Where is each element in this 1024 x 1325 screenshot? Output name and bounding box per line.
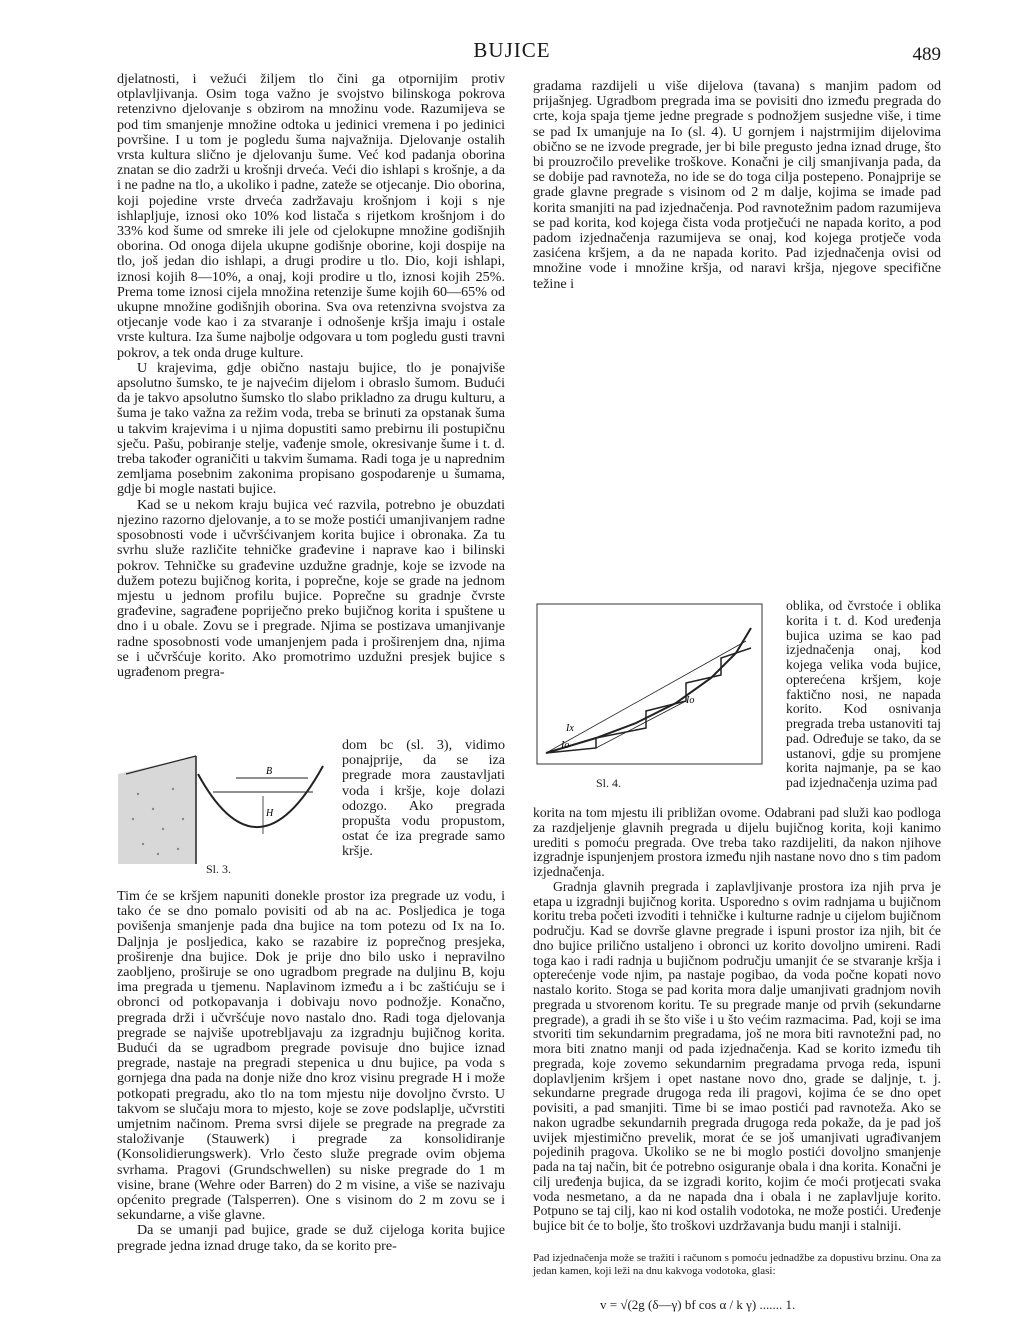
paragraph: Gradnja glavnih pregrada i zaplavljivanje prostora iza njih prva je etapa u izgradnji bujičnog korita. Usporedno s ovim radnjama u bujičnom koritu treba početi izvoditi i tehničke i kulturne radnje u cijelom bujičnom području. Kad se dovrše glavne pregrade i ispuni prostor iza njih, bit će dno bujice prilično ustaljeno i obronci uz korito dovoljno umireni. Radi toga kao i radi radnja u bujičnom području umanjit će se stvaranje kršja i opterećenje vode njim, pa nastaje pogibao, da voda počne kopati novo nastalo korito. Stoga se pad korita mora dalje umanjivati gradnjom novih pregrada u stvorenom koritu. Te su pregrade manje od prvih (sekundarne pregrade), a gradi ih se što više i u što većim razmacima. Pad, koji se ima stvoriti tim sekundarnim pregradama, još ne mora biti ravnotežni pad, no mora biti znatno manji od pada izjednačenja. Kad se korito između tih pregrada, koje zovemo sekundarnim pregradama prvoga reda, ispuni doplavljenim kršjem i opet nastane novo dno, grade se daljnje, t. j. sekundarne pregrade drugoga reda ili pragovi, kojima će se dno opet povisiti, a pad smanjiti. Time bi se imao postići pad ravnoteža. Ako se nakon ugradbe sekundarnih pregrada drugoga reda pokaže, da je pad još uvijek mjestimično prevelik, morat će se još umanjivati ugrađivanjem pojedinih pragova. Ukoliko se ne bi moglo postići dovoljno smanjenje pada na taj način, bit će potrebno osiguranje obala i dna korita. Konačni je cilj uređenja bujica, da se izgradi korito, kojim će moći protjecati svaka voda nesmetano, a da ne napada dna i obala i ne zaplavljuje korito. Potpuno se taj cilj, kao ni kod ostalih vodotoka, ne može postići. Uređenje bujice bit će to bolje, što troškovi uzdržavanja budu manji i stalniji.	[533, 878, 941, 1233]
label-B: B	[266, 766, 273, 777]
paragraph: djelatnosti, i vežući žiljem tlo čini ga otpornijim protiv otplavljivanja. Osim toga važno je svojstvo bilinskoga pokrova retenzivno djelovanje s obzirom na množinu vode. Razumijeva se pod tim smanjenje množine odtoka u jedinici vremena i po jedinici površine. I u tom je pogledu šuma najvažnija. Djelovanje ostalih vrsta kultura slično je djelovanju šume. Već kod padanja oborina znatan se dio zadrži u krošnji drveća. Veći dio ishlapi s krošnje, a da i ne padne na tlo, a ukoliko i padne, zateže se otjecanje. Dio oborina, koji pojedine vrste drveća zadržavaju krošnjom i koji s nje ishlapljuje, iznosi oko 10% kod listača s rijetkom krošnjom i do 33% kod šume od smreke ili jele od cjelokupne množine godišnjih oborina. Od onoga dijela ukupne godišnje oborine, koji dospije na tlo, još jedan dio ishlapi, a drugi prodire u tlo. Dio, koji ishlapi, iznosi kojih 8—10%, a onaj, koji prodire u tlo, iznosi kojih 25%. Prema tome iznosi cijela množina retenzije šume kojih 60—65% od ukupne množine godišnjih oborina. Sva ova retenzivna svojstva za otjecanje vode kao i za stvaranje i odnošenje kršja imaju i ostale vrste kultura. Iza šume najbolje odgovara u tom pogledu gusti travni pokrov, a tek onda druge kulture.	[117, 71, 505, 361]
paragraph-beside-figure: dom bc (sl. 3), vidimo ponajprije, da se iza pregrade mora zaustavljati voda i kršje, koje dolazi odozgo. Ako pregrada propušta vodu propustom, ostat će iza pregrade samo kršje.	[342, 737, 505, 860]
right-column	[533, 79, 941, 292]
paragraph-beside-figure: oblika, od čvrstoće i oblika korita i t. d. Kod uređenja bujica uzima se kao pad izjednačenja onaj, kod kojega velika voda bujice, opterećena kršjem, koje faktično nosi, ne napada korito. Kod osnivanja pregrada treba ustanoviti taj pad. Određuje se tako, da se ustanovi, gdje su promjene korita najmanje, pa se kao pad izjednačenja uzima pad	[786, 598, 941, 790]
figure-3	[118, 734, 332, 894]
footnote-intro: Pad izjednačenja može se tražiti i računom s pomoću jednadžbe za dopustivu brzinu. Ona za jedan kamen, koji leži na dnu kakvoga vodotoka, glasi:	[533, 1252, 941, 1277]
figure-caption: Sl. 4.	[596, 776, 622, 790]
label-io-2: Io	[686, 695, 695, 706]
paragraph: Tim će se kršjem napuniti donekle prostor iza pregrade uz vodu, i tako će se dno pomalo povisiti od ab na ac. Posljedica je toga povišenja smanjenje pada dna bujice na tom potezu od Ix na Io. Daljnja je posljedica, kako se razabire iz poprečnog presjeka, proširenje dna bujice. Dok je prije dno bilo usko i nepravilno zaobljeno, proširuje se ono ugradbom pregrade na duljinu B, koju ima pregrada u tjemenu. Naplavinom između a i bc zaštićuju se i obronci od potkopavanja i dobivaju novo podnožje. Konačno, pregrada drži i učvršćuje novo nastalo dno. Radi toga djelovanja pregrade se najviše upotrebljavaju za izgradnju bujičnog korita. Budući da se ugradbom pregrade povisuje dno bujice iznad pregrade, nastaje na pregradi stepenica u dnu bujice, pa voda s gornjega dna pada na donje niže dno kroz visinu pregrade H i može potkopati pregradu, ako tlo na tom mjestu nije dovoljno čvrsto. U takvom se slučaju mora to mjesto, koje se zove podslaplje, učvrstiti umjetnim načinom. Prema svrsi dijele se pregrade na pregrade za staloživanje (Stauwerk) i pregrade za konsolidiranje (Konsolidierungswerk). Vrlo često služe pregrade ovim objema svrhama. Pragovi (Grundschwellen) su niske pregrade do 1 m visine, brane (Wehre oder Barren) do 2 m visine, a više se nazivaju općenito pregrade (Talsperren). One s visinom do 2 m zovu se i sekundarne, a više glavne.	[117, 888, 505, 1224]
figure-caption: Sl. 3.	[206, 862, 232, 876]
formula: v = √(2g (δ—γ) bf cos α / k γ) ....... 1.	[600, 1297, 796, 1312]
paragraph: gradama razdijeli u više dijelova (tavana) s manjim padom od prijašnjeg. Ugradbom pregrada ima se povisiti dno između pregrada do crte, koja spaja tjeme jedne pregrade s podnožjem susjedne više, i time se pad Ix umanjuje na Io (sl. 4). U gornjem i najstrmijim dijelovima obično se ne izvode pregrade, jer bi bile pregusto jedna iznad druge, što bi prouzročilo prevelike troškove. Konačni je cilj smanjivanja pada, da se dobije pad ravnoteža, no ide se do toga cilja postepeno. Ponajprije se grade glavne pregrade s visinom od 2 m dalje, kojima se imade pad korita smanjiti na pad izjednačenja. Pod ravnotežnim padom razumijeva se pad korita, kod kojega čista voda protječući ne napada korito, a pod padom izjednačenja razumijeva se onaj, kod kojega protječe voda zasićena kršjem, a da ne napada korito. Pad izjednačenja ovisi od množine vode i množine kršja, od naravi kršja, njegove specifične težine i	[533, 78, 941, 292]
page-number: 489	[912, 44, 941, 65]
paragraph: U krajevima, gdje obično nastaju bujice, tlo je ponajviše apsolutno šumsko, te je najvećim dijelom i obraslo šumom. Budući da je takvo apsolutno šumsko tlo slabo prikladno za drugu kulturu, a šuma je tako važna za režim voda, treba se brinuti za opstanak šuma u takvim krajevima i u njima dopustiti samo prebirnu ili postupičnu sječu. Pašu, pobiranje stelje, vađenje smole, okresivanje šume i t. d. treba također ograničiti u takvim šumama. Radi toga je u naprednim zemljama posebnim zakonima propisano gospodarenje u šumama, gdje bi mogle nastati bujice.	[117, 359, 505, 498]
paragraph: Kad se u nekom kraju bujica već razvila, potrebno je obuzdati njezino razorno djelovanje, a to se može postići umanjivanjem radne sposobnosti vode i učvršćivanjem korita bujice i obronaka. Za tu svrhu služe različite tehničke građevine i naprave kao i bilinski pokrov. Tehničke su građevine uzdužne gradnje, koje se izvode na dužem potezu bujičnog korita, i poprečne, koje se grade na jednom mjestu u jednom profilu bujice. Poprečne su gradnje čvrste građevine, sagrađene popriječno preko bujičnog korita i spuštene u dno i u obale. Zovu se i pregrade. Njima se postizava umanjivanje radne sposobnosti vode umanjenjem pada i proširenjem dna, njima se i učvršćuje korito. Ako promotrimo uzdužni presjek bujice s ugrađenom pregra-	[117, 496, 505, 680]
running-head: BUJICE	[473, 38, 551, 62]
figure-4	[536, 603, 771, 798]
label-ix: Ix	[566, 723, 574, 734]
paragraph: Da se umanji pad bujice, grade se duž cijeloga korita bujice pregrade jedna iznad druge tako, da se korito pre-	[117, 1222, 505, 1254]
paragraph: korita na tom mjestu ili približan ovome. Odabrani pad služi kao podloga za razdjeljenje glavnih pregrada u dijelu bujičnog korita, koji kanimo urediti s pomoću pregrada. Ove treba tako razdijeliti, da nakon njihove izgradnje ispunjenjem prostora između njih nastane novo dno s tim padom izjednačenja.	[533, 805, 941, 879]
right-column-lower	[533, 806, 941, 1234]
left-column	[117, 72, 505, 680]
label-io: Io	[561, 740, 570, 751]
left-column-lower	[117, 889, 505, 1254]
label-H: H	[266, 808, 274, 819]
longitudinal-profile-diagram	[536, 603, 771, 798]
